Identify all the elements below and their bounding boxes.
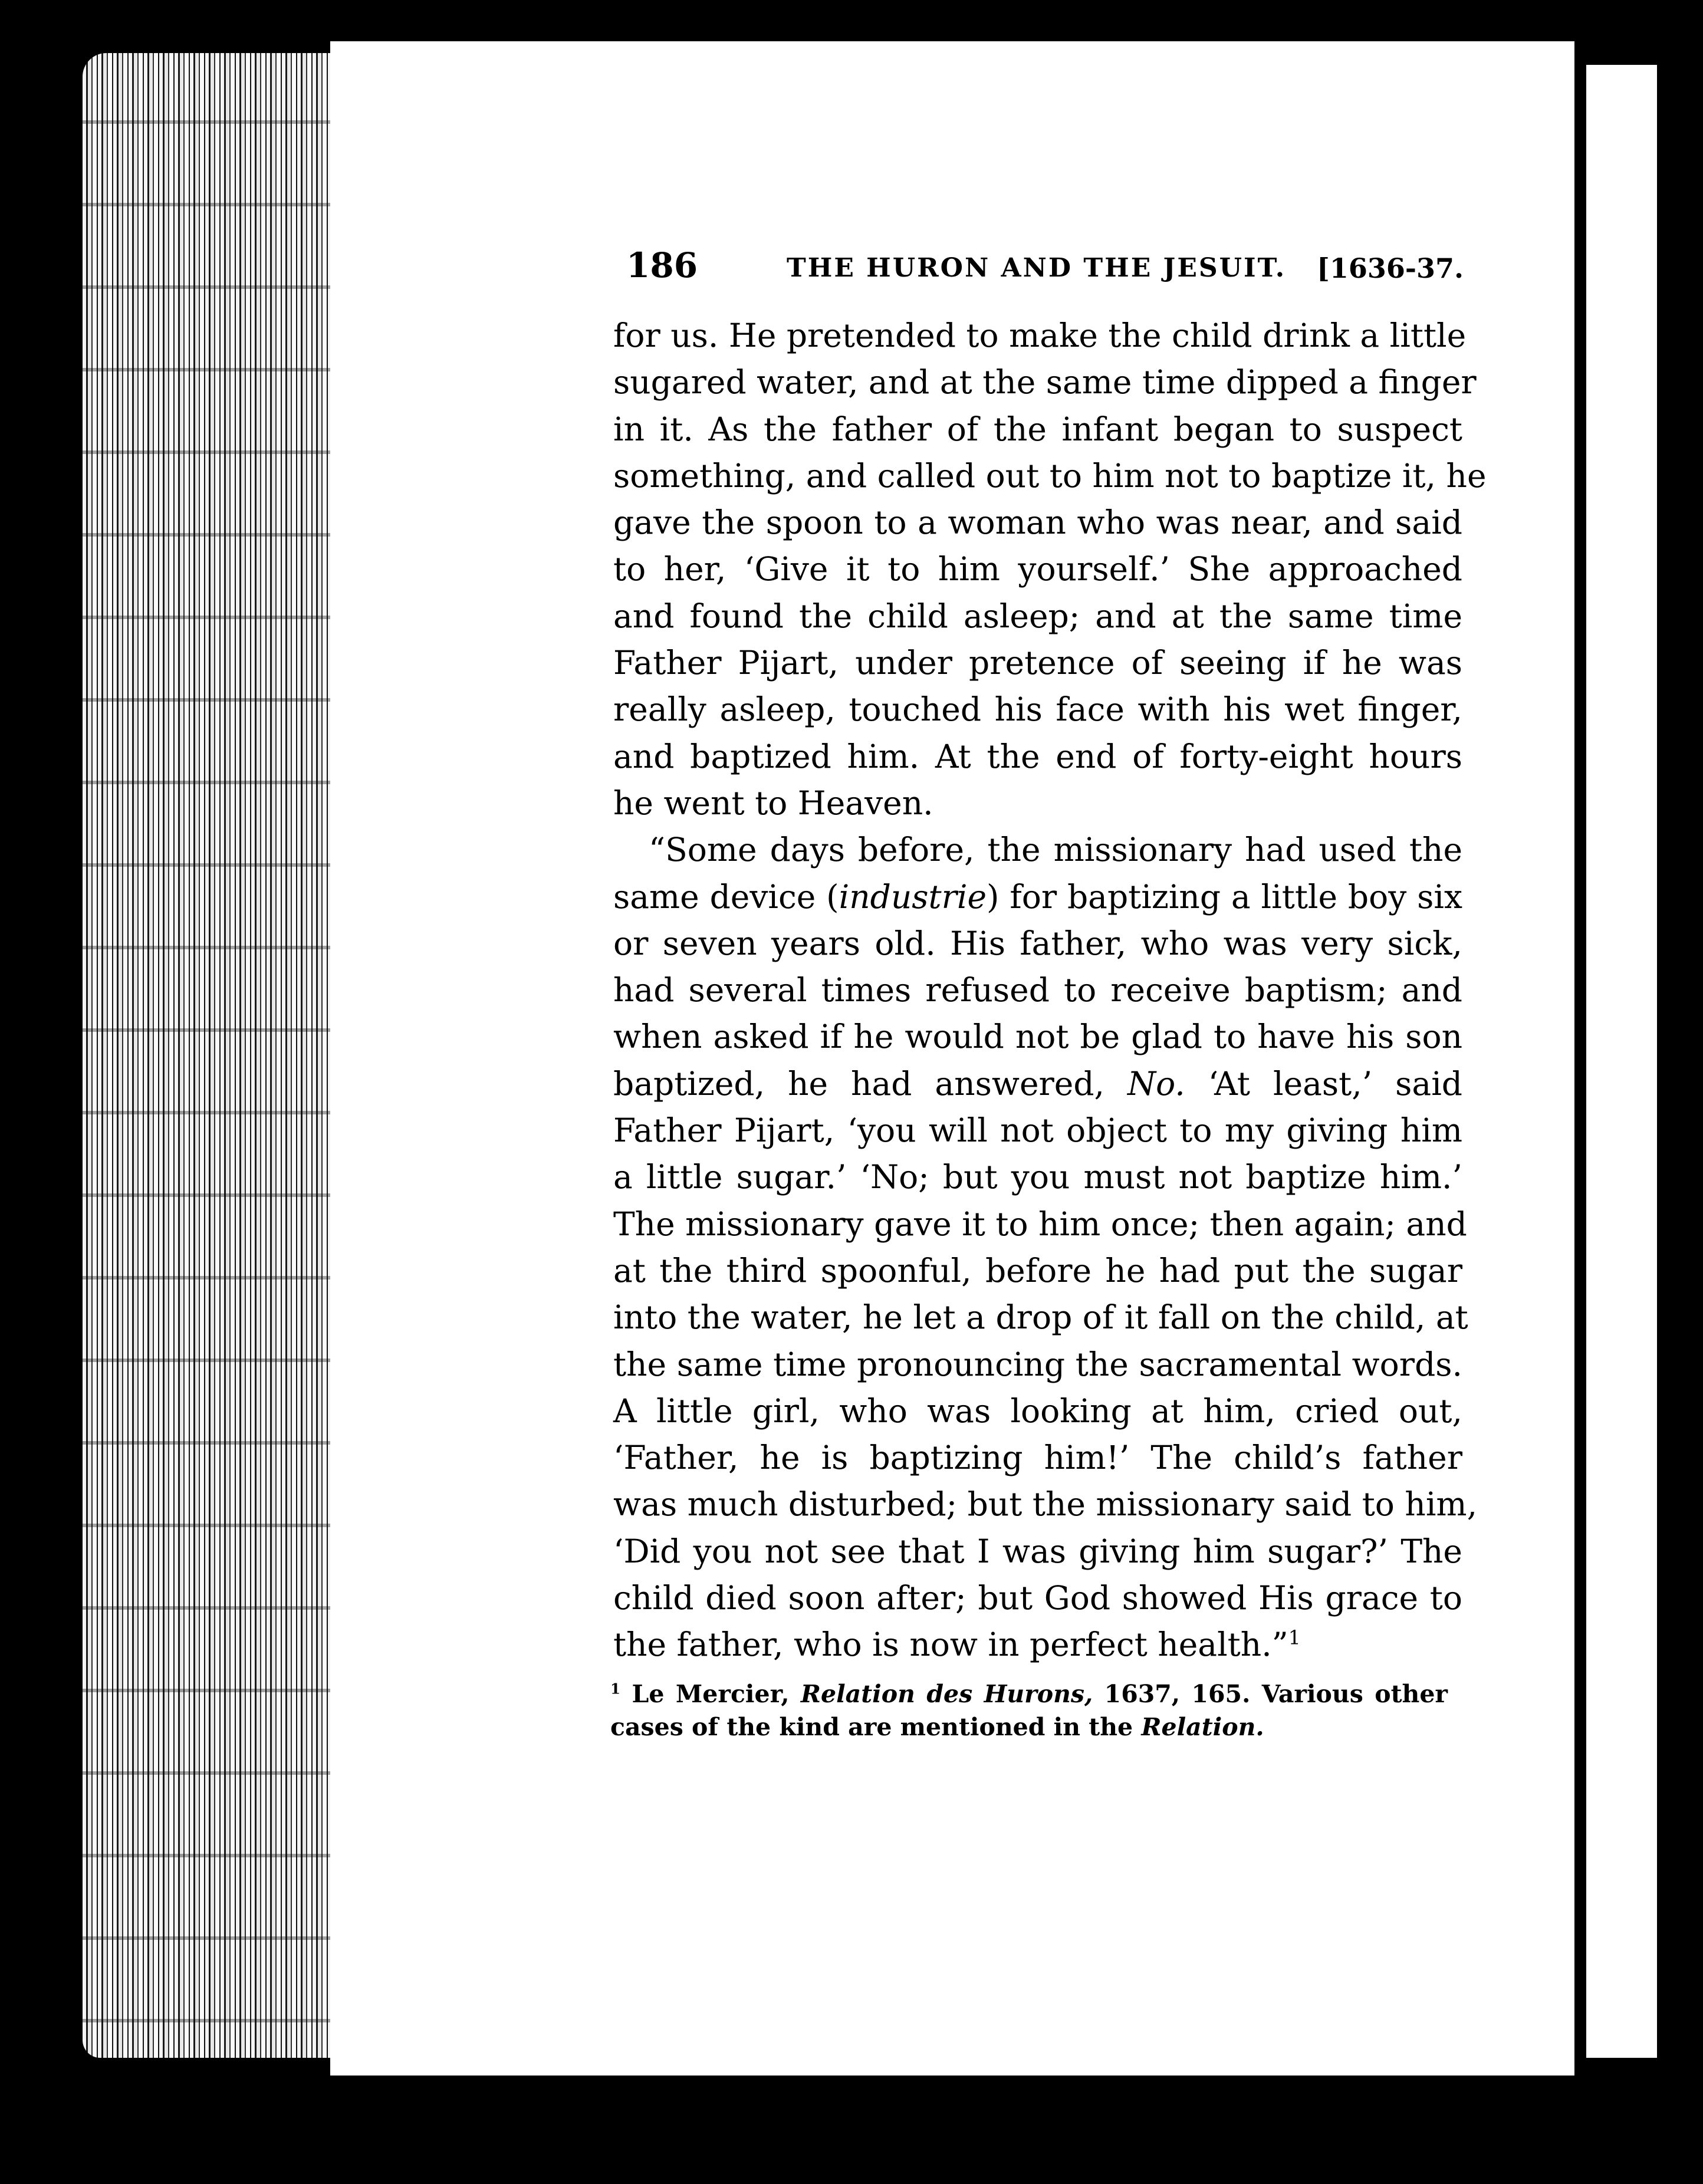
text-line: The missionary gave it to him once; then again; and — [613, 1205, 1467, 1243]
footnote-work-title: Relation. — [1141, 1713, 1264, 1741]
footnote-author: Le Mercier, — [620, 1680, 801, 1708]
text-line: had several times refused to receive baptism; and — [613, 971, 1462, 1009]
footnote-line — [610, 1678, 1448, 1711]
text-line: and found the child asleep; and at the same time — [613, 597, 1462, 635]
text-line: ‘Father, he is baptizing him!’ The child’s father — [613, 1439, 1462, 1477]
text-line: or seven years old. His father, who was very sick, — [613, 924, 1462, 962]
footnote-text: cases of the kind are mentioned in the — [610, 1713, 1142, 1741]
footnote-marker: 1 — [610, 1680, 621, 1698]
footnote-text: 1637, 165. Various other — [1093, 1680, 1448, 1708]
text-run: same device ( — [613, 877, 839, 916]
text-line: child died soon after; but God showed His grace to — [613, 1579, 1462, 1617]
text-line — [613, 874, 1462, 920]
facing-page-edge — [1586, 65, 1657, 2058]
text-line: the same time pronouncing the sacramental words. — [613, 1345, 1462, 1383]
text-line: in it. As the father of the infant began to suspect — [613, 410, 1462, 448]
text-line: A little girl, who was looking at him, cried out, — [613, 1392, 1462, 1430]
text-line: Father Pijart, under pretence of seeing if he was — [613, 644, 1462, 682]
running-head — [626, 242, 1464, 289]
footnote — [610, 1678, 1448, 1744]
text-line: Father Pijart, ‘you will not object to my giving him — [613, 1111, 1462, 1150]
text-run: the father, who is now in perfect health.” — [613, 1626, 1288, 1664]
text-line: and baptized him. At the end of forty-eight hours — [613, 737, 1462, 775]
body-text — [613, 313, 1487, 1669]
footnote-line — [610, 1711, 1448, 1744]
text-line: for us. He pretended to make the child drink a little — [613, 317, 1467, 354]
paragraph-start-line: “Some days before, the missionary had used the — [649, 831, 1462, 869]
text-line: a little sugar.’ ‘No; but you must not baptize him.’ — [613, 1158, 1462, 1196]
text-line: he went to Heaven. — [613, 784, 933, 822]
page-edge-stack — [83, 53, 360, 2058]
text-line: was much disturbed; but the missionary said to him, — [613, 1485, 1478, 1524]
text-line: to her, ‘Give it to him yourself.’ She approached — [613, 550, 1462, 588]
text-run: ) for baptizing a little boy six — [987, 877, 1462, 916]
text-line: gave the spoon to a woman who was near, and said — [613, 504, 1462, 542]
text-line — [613, 1061, 1462, 1107]
text-line: ‘Did you not see that I was giving him sugar?’ The — [613, 1532, 1462, 1570]
running-date: [1636-37. — [1317, 252, 1464, 284]
italic-term: No. — [1127, 1064, 1185, 1103]
text-run: ‘At least,’ said — [1185, 1064, 1462, 1103]
italic-term: industrie — [839, 877, 987, 916]
gutter-shadow — [1574, 41, 1585, 2076]
footnote-reference: 1 — [1288, 1626, 1301, 1649]
text-line: when asked if he would not be glad to have his son — [613, 1018, 1462, 1056]
running-title: THE HURON AND THE JESUIT. — [787, 253, 1287, 283]
text-run: baptized, he had answered, — [613, 1064, 1128, 1103]
footnote-work-title: Relation des Hurons, — [800, 1680, 1093, 1708]
text-line — [613, 1621, 1462, 1668]
text-line: at the third spoonful, before he had put the sugar — [613, 1251, 1462, 1290]
text-line: into the water, he let a drop of it fall on the child, at — [613, 1298, 1468, 1337]
text-line: really asleep, touched his face with his wet finger, — [613, 690, 1462, 729]
text-line: something, and called out to him not to baptize it, he — [613, 456, 1487, 495]
page-number: 186 — [626, 245, 698, 285]
text-line: sugared water, and at the same time dipped a finger — [613, 363, 1477, 402]
